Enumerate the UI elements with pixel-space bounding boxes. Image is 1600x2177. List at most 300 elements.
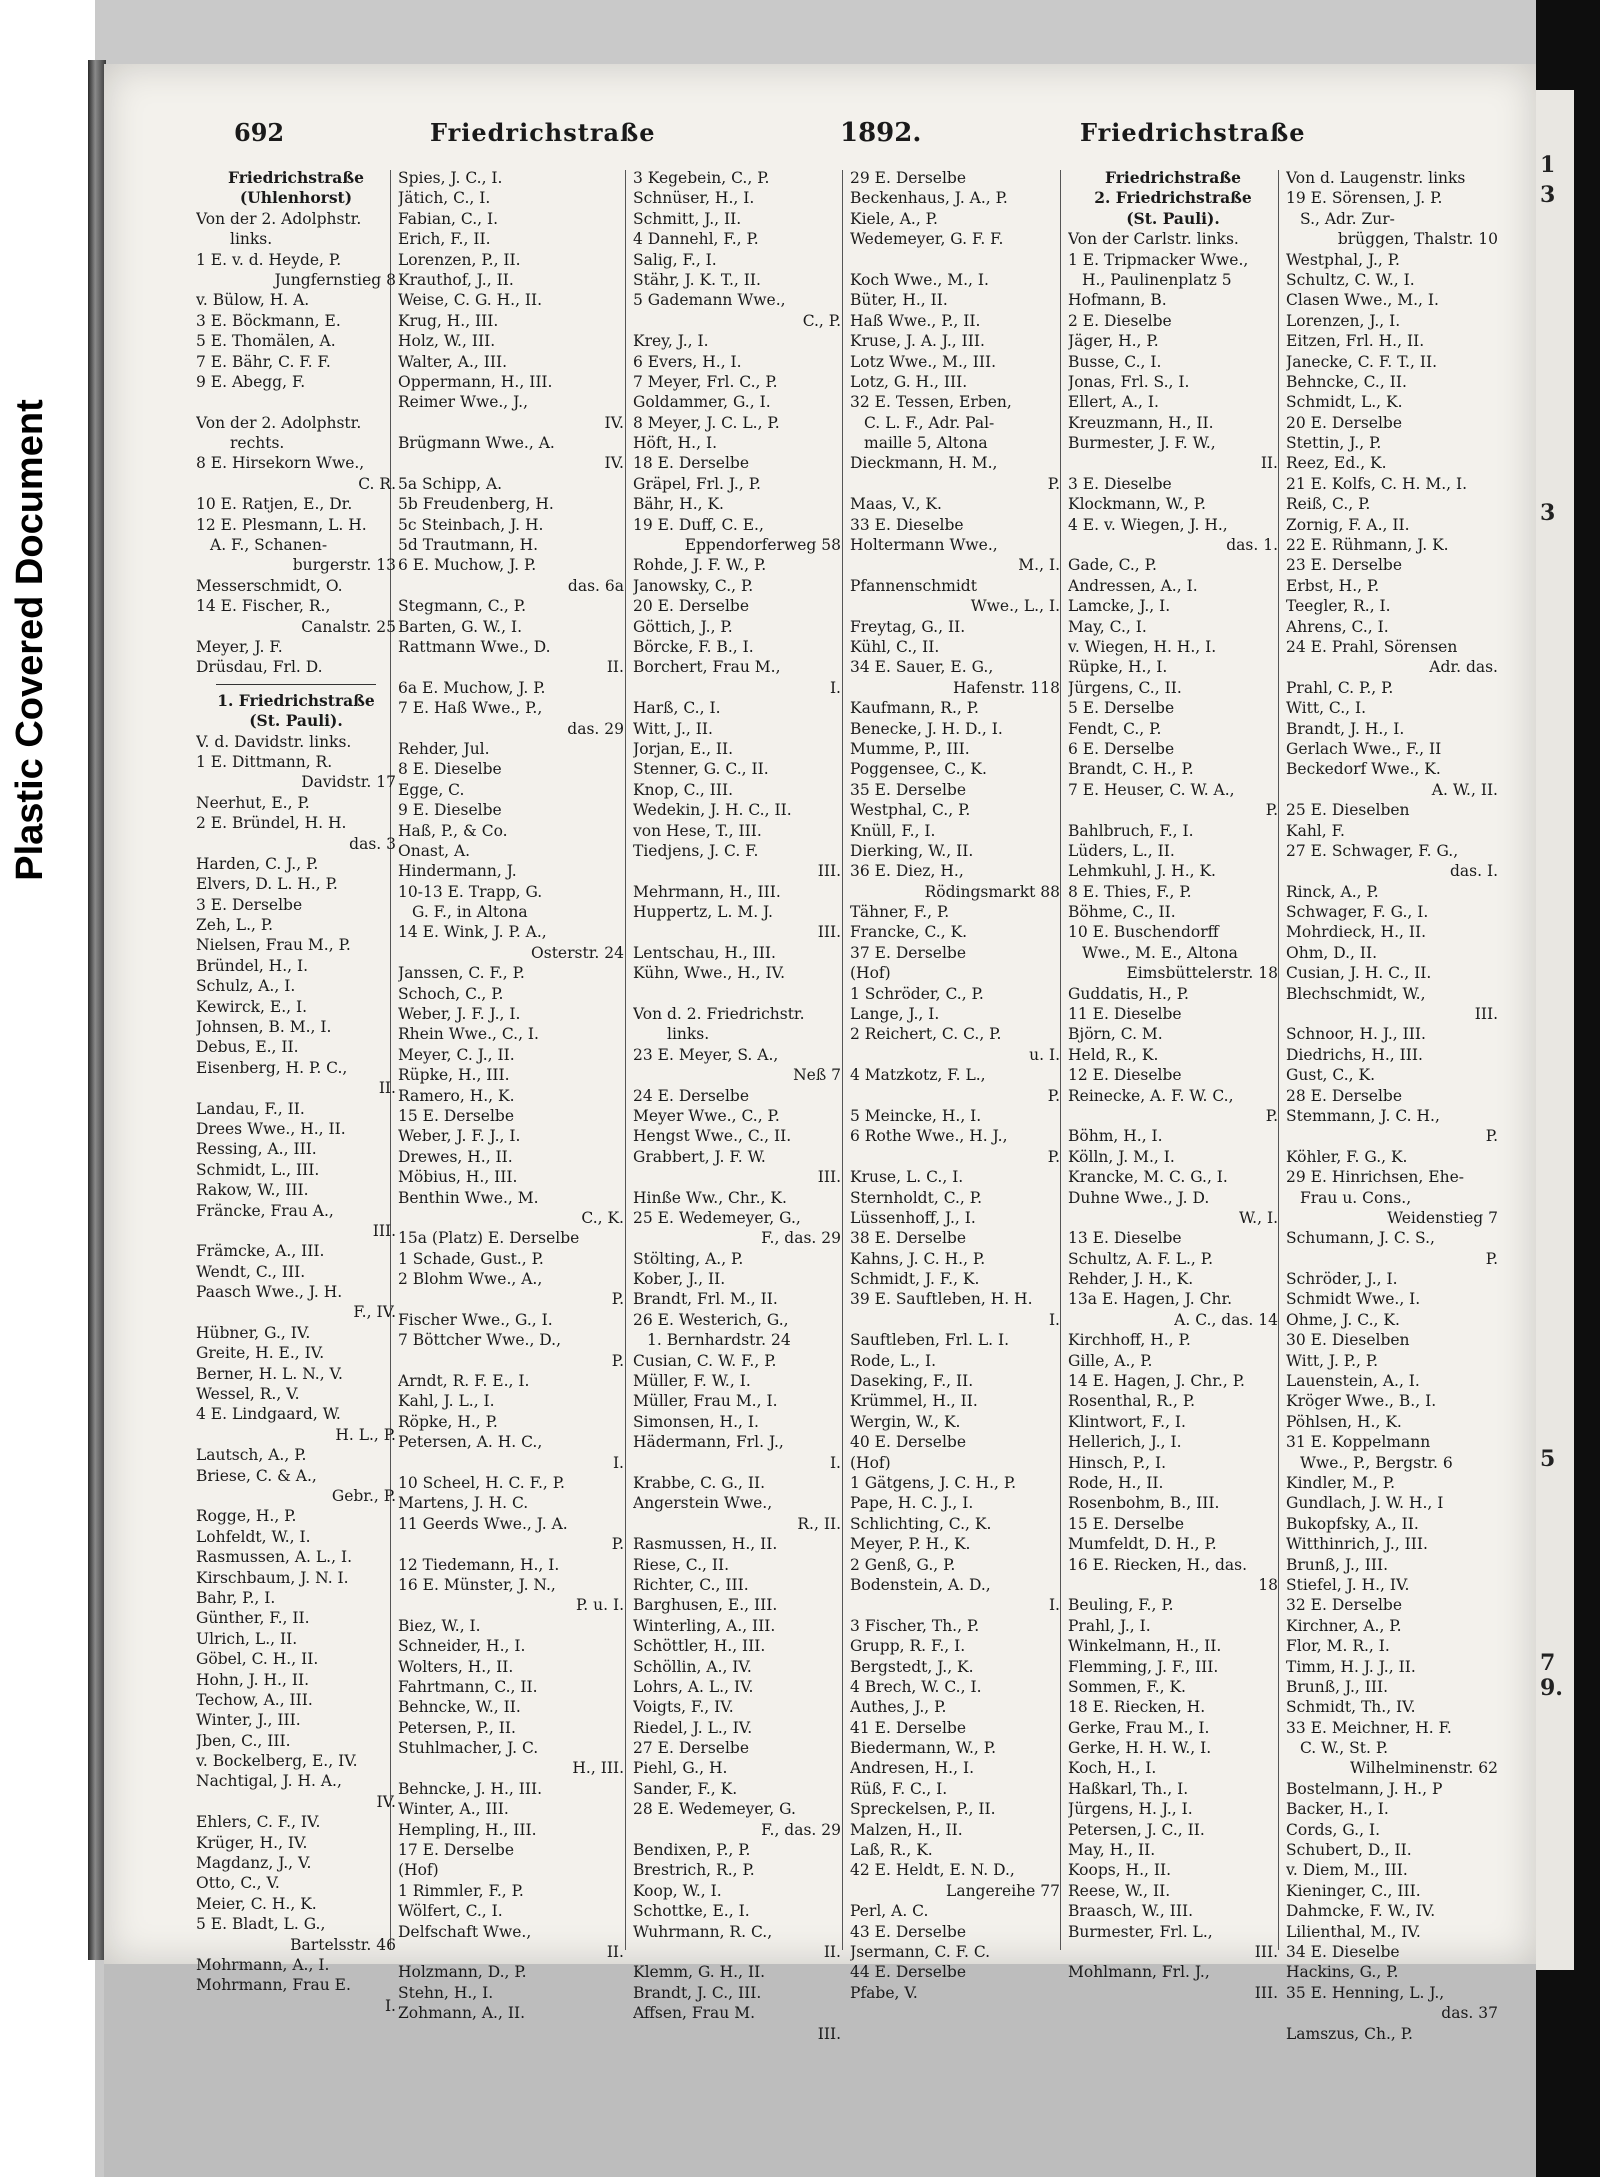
directory-entry: Guddatis, H., P. bbox=[1068, 984, 1189, 1003]
directory-entry: Reimer Wwe., J., bbox=[398, 393, 529, 412]
directory-entry: Benecke, J. H. D., I. bbox=[850, 719, 1003, 738]
directory-entry: Barghusen, E., III. bbox=[633, 1596, 778, 1615]
directory-entry: I. bbox=[384, 1996, 396, 2015]
directory-entry: Sauftleben, Frl. L. I. bbox=[850, 1331, 1010, 1350]
directory-entry: Schultz, C. W., I. bbox=[1286, 270, 1415, 289]
directory-entry: Davidstr. 17 bbox=[301, 773, 396, 792]
directory-entry: Weber, J. F. J., I. bbox=[398, 1127, 521, 1146]
directory-entry: Westphal, C., P. bbox=[850, 801, 971, 820]
directory-entry: H., III. bbox=[572, 1759, 624, 1778]
directory-entry: 3 E. Derselbe bbox=[196, 895, 303, 914]
directory-entry: 2 Reichert, C. C., P. bbox=[850, 1025, 1002, 1044]
directory-entry: Beckedorf Wwe., K. bbox=[1286, 760, 1441, 779]
directory-entry: Zornig, F. A., II. bbox=[1286, 515, 1410, 534]
directory-entry: Von der 2. Adolphstr. bbox=[196, 413, 362, 432]
directory-entry: 41 E. Derselbe bbox=[850, 1718, 967, 1737]
directory-entry: Burmester, J. F. W., bbox=[1068, 434, 1216, 453]
directory-entry bbox=[196, 392, 396, 412]
directory-entry: Gebr., P. bbox=[331, 1487, 396, 1505]
directory-entry: Elvers, D. L. H., P. bbox=[196, 875, 338, 894]
directory-entry: Gundlach, J. W. H., I bbox=[1286, 1494, 1444, 1513]
directory-entry: 11 E. Dieselbe bbox=[1068, 1005, 1182, 1024]
directory-entry: Tähner, F., P. bbox=[850, 903, 950, 922]
directory-entry: 44 E. Derselbe bbox=[850, 1963, 967, 1982]
directory-entry: 4 Matzkotz, F. L., bbox=[850, 1066, 986, 1085]
column-rule bbox=[1278, 170, 1279, 1950]
edge-char: 5 bbox=[1540, 1446, 1556, 1472]
directory-entry: Stähr, J. K. T., II. bbox=[633, 270, 761, 289]
directory-entry: 6 E. Muchow, J. P. bbox=[398, 556, 537, 575]
directory-entry: May, C., I. bbox=[1068, 617, 1147, 636]
directory-entry: P. bbox=[1265, 1106, 1278, 1125]
directory-entry: Backer, H., I. bbox=[1286, 1800, 1389, 1819]
directory-entry: F., das. 29 bbox=[761, 1820, 841, 1839]
directory-entry: Huppertz, L. M. J. bbox=[633, 903, 773, 922]
directory-entry: Biedermann, W., P. bbox=[850, 1739, 997, 1758]
directory-entry: Borchert, Frau M., bbox=[633, 658, 781, 677]
directory-entry: Lilienthal, M., IV. bbox=[1286, 1922, 1421, 1941]
directory-entry: 29 E. Hinrichsen, Ehe- bbox=[1286, 1168, 1464, 1187]
edge-char: 7 bbox=[1540, 1650, 1556, 1676]
directory-entry: Schulz, A., I. bbox=[196, 977, 296, 996]
directory-entry: I. bbox=[829, 1453, 841, 1472]
directory-entry: I. bbox=[1048, 1596, 1060, 1615]
directory-entry: Busse, C., I. bbox=[1068, 352, 1162, 371]
directory-entry: Wendt, C., III. bbox=[196, 1262, 306, 1281]
directory-entry: Mumfeldt, D. H., P. bbox=[1068, 1535, 1217, 1554]
directory-entry: Rödingsmarkt 88 bbox=[924, 882, 1060, 901]
directory-entry: 18 bbox=[1258, 1575, 1278, 1594]
directory-entry: 5 Meincke, H., I. bbox=[850, 1106, 982, 1125]
directory-entry: 5c Steinbach, J. H. bbox=[398, 515, 544, 534]
directory-entry: Wwe., L., I. bbox=[970, 597, 1060, 616]
directory-entry: 7 E. Bähr, C. F. F. bbox=[196, 352, 331, 371]
directory-entry: IV. bbox=[604, 413, 624, 432]
directory-entry: Bodenstein, A. D., bbox=[850, 1575, 991, 1594]
directory-entry: Rosenthal, R., P. bbox=[1068, 1392, 1196, 1411]
directory-entry: Meyer, J. F. bbox=[196, 637, 283, 656]
directory-entry: 8 E. Dieselbe bbox=[398, 760, 502, 779]
directory-entry: P. bbox=[1047, 474, 1060, 493]
directory-entry: Techow, A., III. bbox=[196, 1690, 313, 1709]
directory-entry: Bahr, P., I. bbox=[196, 1588, 276, 1607]
directory-entry: Angerstein Wwe., bbox=[633, 1494, 773, 1513]
directory-entry: Daseking, F., II. bbox=[850, 1372, 974, 1391]
directory-entry: Meyer Wwe., C., P. bbox=[633, 1106, 780, 1125]
directory-entry: Reinecke, A. F. W. C., bbox=[1068, 1086, 1234, 1105]
directory-entry: Paasch Wwe., J. H. bbox=[196, 1283, 343, 1302]
directory-entry: Kirchhoff, H., P. bbox=[1068, 1331, 1191, 1350]
directory-entry: Rosenbohm, B., III. bbox=[1068, 1494, 1220, 1513]
directory-entry: Gerke, H. H. W., I. bbox=[1068, 1739, 1212, 1758]
directory-entry: Nachtigal, J. H. A., bbox=[196, 1772, 342, 1791]
directory-entry: May, H., II. bbox=[1068, 1841, 1156, 1860]
directory-entry: Von der 2. Adolphstr. bbox=[196, 209, 362, 228]
directory-entry: Stegmann, C., P. bbox=[398, 597, 527, 616]
directory-entry: Beckenhaus, J. A., P. bbox=[850, 189, 1008, 208]
directory-entry: Johnsen, B. M., I. bbox=[196, 1018, 332, 1037]
directory-entry: 7 E. Heuser, C. W. A., bbox=[1068, 780, 1235, 799]
directory-entry: 18 E. Derselbe bbox=[633, 454, 750, 473]
directory-entry: Haßkarl, Th., I. bbox=[1068, 1779, 1189, 1798]
directory-entry: 23 E. Meyer, S. A., bbox=[633, 1045, 779, 1064]
directory-entry: 19 E. Sörensen, J. P. bbox=[1286, 189, 1443, 208]
directory-entry: Brandt, J. H., I. bbox=[1286, 719, 1405, 738]
directory-entry: Hinße Ww., Chr., K. bbox=[633, 1188, 787, 1207]
directory-entry: Weidenstieg 7 bbox=[1387, 1208, 1498, 1227]
directory-entry: Maas, V., K. bbox=[850, 495, 942, 514]
directory-entry: links. bbox=[230, 230, 273, 249]
column-rule bbox=[1060, 170, 1061, 1950]
directory-entry: Eppendorferweg 58 bbox=[684, 536, 841, 555]
directory-entry: Eitzen, Frl. H., II. bbox=[1286, 332, 1425, 351]
directory-entry: von Hese, T., III. bbox=[633, 821, 762, 840]
directory-entry: Stölting, A., P. bbox=[633, 1249, 744, 1268]
directory-entry: Messerschmidt, O. bbox=[196, 576, 343, 595]
directory-entry: 20 E. Derselbe bbox=[1286, 413, 1403, 432]
directory-entry: Koch Wwe., M., I. bbox=[850, 270, 989, 289]
directory-entry: 35 E. Henning, L. J., bbox=[1286, 1983, 1445, 2002]
directory-entry: 8 E. Thies, F., P. bbox=[1068, 882, 1192, 901]
running-head-left: Friedrichstraße bbox=[430, 118, 656, 147]
directory-entry: Martens, J. H. C. bbox=[398, 1494, 529, 1513]
section-divider bbox=[216, 678, 376, 685]
directory-entry: 21 E. Kolfs, C. H. M., I. bbox=[1286, 474, 1468, 493]
directory-entry: 19 E. Duff, C. E., bbox=[633, 515, 764, 534]
directory-entry: 12 E. Plesmann, L. H. bbox=[196, 515, 367, 534]
directory-entry: 5a Schipp, A. bbox=[398, 474, 503, 493]
directory-entry: Wilhelminenstr. 62 bbox=[1350, 1759, 1498, 1778]
directory-entry: Oppermann, H., III. bbox=[398, 372, 553, 391]
directory-entry: Eimsbüttelerstr. 18 bbox=[1126, 964, 1278, 983]
directory-entry: Meier, C. H., K. bbox=[196, 1894, 317, 1913]
directory-entry: Richter, C., III. bbox=[633, 1575, 749, 1594]
directory-entry: 1 Schade, Gust., P. bbox=[398, 1249, 544, 1268]
directory-entry: Bähr, H., K. bbox=[633, 495, 724, 514]
directory-entry: 33 E. Dieselbe bbox=[850, 515, 964, 534]
directory-entry: Müller, F. W., I. bbox=[633, 1372, 751, 1391]
directory-entry: 5 E. Derselbe bbox=[1068, 699, 1175, 718]
directory-entry: 2 E. Dieselbe bbox=[1068, 311, 1172, 330]
directory-entry: Timm, H. J. J., II. bbox=[1286, 1657, 1416, 1676]
directory-entry: I. bbox=[1048, 1310, 1060, 1329]
directory-entry: 14 E. Fischer, R., bbox=[196, 597, 331, 616]
directory-entry: Krabbe, C. G., II. bbox=[633, 1474, 766, 1492]
directory-entry: Ahrens, C., I. bbox=[1286, 617, 1389, 636]
directory-entry: Reiß, C., P. bbox=[1286, 495, 1371, 514]
directory-entry: Westphal, J., P. bbox=[1286, 250, 1400, 269]
directory-entry: 37 E. Derselbe bbox=[850, 943, 967, 962]
directory-entry: 35 E. Derselbe bbox=[850, 780, 967, 799]
directory-entry: F., IV. bbox=[353, 1303, 396, 1322]
directory-entry: Lamszus, Ch., P. bbox=[1286, 2024, 1413, 2043]
directory-entry: 1 E. Tripmacker Wwe., bbox=[1068, 250, 1249, 269]
directory-entry: Von d. 2. Friedrichstr. bbox=[633, 1005, 805, 1024]
directory-entry: 1 Schröder, C., P. bbox=[850, 984, 984, 1003]
directory-entry: Wölfert, C., I. bbox=[398, 1902, 503, 1921]
directory-entry: Hädermann, Frl. J., bbox=[633, 1433, 784, 1452]
directory-entry: Wwe., M. E., Altona bbox=[1082, 943, 1238, 962]
directory-entry: Osterstr. 24 bbox=[531, 943, 624, 962]
directory-entry: Canalstr. 25 bbox=[301, 617, 396, 636]
directory-entry: Janssen, C. F., P. bbox=[398, 964, 525, 983]
directory-entry: Held, R., K. bbox=[1068, 1045, 1159, 1064]
directory-entry: H., Paulinenplatz 5 bbox=[1082, 270, 1232, 289]
directory-entry: Hafenstr. 118 bbox=[953, 678, 1060, 697]
directory-entry: 3 E. Dieselbe bbox=[1068, 474, 1172, 493]
directory-entry: 11 Geerds Wwe., J. A. bbox=[398, 1514, 568, 1533]
directory-entry: Börcke, F. B., I. bbox=[633, 637, 754, 656]
directory-entry: 30 E. Dieselben bbox=[1286, 1331, 1410, 1350]
directory-entry: 27 E. Derselbe bbox=[633, 1739, 750, 1758]
directory-entry: Salig, F., I. bbox=[633, 250, 717, 269]
directory-entry: 1. Bernhardstr. 24 bbox=[647, 1331, 791, 1350]
directory-entry: Fischer Wwe., G., I. bbox=[398, 1310, 553, 1329]
directory-entry: Ohm, D., II. bbox=[1286, 943, 1378, 962]
directory-entry: P. bbox=[611, 1535, 624, 1554]
directory-entry: 29 E. Derselbe bbox=[850, 169, 967, 187]
directory-entry: Krug, H., III. bbox=[398, 311, 499, 330]
directory-entry: Piehl, G., H. bbox=[633, 1759, 728, 1778]
directory-entry: 1 Gätgens, J. C. H., P. bbox=[850, 1474, 1017, 1492]
directory-entry: C. R. bbox=[358, 474, 396, 493]
directory-entry: 6 Evers, H., I. bbox=[633, 352, 742, 371]
directory-entry: Bergstedt, J., K. bbox=[850, 1657, 974, 1676]
edge-char: 3 bbox=[1540, 500, 1556, 526]
directory-entry: Brandt, Frl. M., II. bbox=[633, 1290, 778, 1309]
directory-entry: Brügmann Wwe., A. bbox=[398, 434, 555, 453]
directory-entry: Lohfeldt, W., I. bbox=[196, 1527, 311, 1546]
directory-entry: Weise, C. G. H., II. bbox=[398, 291, 543, 310]
directory-entry: Hohn, J. H., II. bbox=[196, 1670, 310, 1689]
directory-entry: Andressen, A., I. bbox=[1068, 576, 1198, 595]
directory-entry: Schneider, H., I. bbox=[398, 1637, 526, 1656]
directory-entry: Krüger, H., IV. bbox=[196, 1833, 308, 1852]
directory-entry: Winterling, A., III. bbox=[633, 1616, 776, 1635]
directory-entry: Witt, J. P., P. bbox=[1286, 1351, 1379, 1370]
directory-entry: Jürgens, C., II. bbox=[1068, 678, 1182, 697]
directory-entry: Witt, J., II. bbox=[633, 719, 713, 738]
directory-entry: Simonsen, H., I. bbox=[633, 1412, 759, 1431]
directory-entry: Haß, P., & Co. bbox=[398, 821, 508, 840]
directory-column bbox=[1068, 168, 1278, 2003]
directory-entry: 7 Meyer, Frl. C., P. bbox=[633, 372, 778, 391]
directory-entry: Freytag, G., II. bbox=[850, 617, 966, 636]
directory-entry: 28 E. Wedemeyer, G. bbox=[633, 1800, 796, 1819]
directory-entry: 31 E. Koppelmann bbox=[1286, 1433, 1431, 1452]
directory-entry: Ehlers, C. F., IV. bbox=[196, 1813, 321, 1832]
directory-entry: Schoch, C., P. bbox=[398, 984, 504, 1003]
directory-entry: 38 E. Derselbe bbox=[850, 1229, 967, 1248]
directory-entry: P. bbox=[611, 1290, 624, 1309]
directory-entry: Petersen, P., II. bbox=[398, 1718, 516, 1737]
directory-entry: Wedekin, J. H. C., II. bbox=[633, 801, 792, 820]
directory-entry: 10 E. Ratjen, E., Dr. bbox=[196, 495, 353, 514]
directory-entry: Lorenzen, J., I. bbox=[1286, 311, 1401, 330]
directory-entry: Bartelsstr. 46 bbox=[290, 1935, 396, 1954]
directory-entry: Bukopfsky, A., II. bbox=[1286, 1514, 1419, 1533]
directory-entry: Mohlmann, Frl. J., bbox=[1068, 1963, 1210, 1982]
directory-entry: 9 E. Abegg, F. bbox=[196, 372, 306, 391]
directory-entry: Holzmann, D., P. bbox=[398, 1963, 527, 1982]
directory-entry: Mohrdieck, H., II. bbox=[1286, 923, 1427, 942]
directory-entry: Fahrtmann, C., II. bbox=[398, 1677, 538, 1696]
directory-entry: G. F., in Altona bbox=[412, 903, 528, 922]
directory-entry: Holtermann Wwe., bbox=[850, 536, 998, 555]
directory-entry: Affsen, Frau M. bbox=[633, 2004, 756, 2023]
directory-entry: Fendt, C., P. bbox=[1068, 719, 1162, 738]
directory-entry: Hengst Wwe., C., II. bbox=[633, 1127, 792, 1146]
directory-entry: 2 E. Bründel, H. H. bbox=[196, 814, 347, 833]
directory-entry: Kreuzmann, H., II. bbox=[1068, 413, 1214, 432]
directory-entry: Kahl, J. L., I. bbox=[398, 1392, 495, 1411]
directory-entry: V. d. Davidstr. links. bbox=[196, 732, 352, 751]
street-heading: Friedrichstraße bbox=[228, 168, 364, 187]
directory-entry: Kruse, J. A. J., III. bbox=[850, 332, 985, 351]
directory-entry: II. bbox=[1260, 454, 1278, 473]
directory-entry: IV. bbox=[604, 454, 624, 473]
directory-entry: 1 E. Dittmann, R. bbox=[196, 752, 333, 771]
directory-entry: das. 37 bbox=[1441, 2004, 1498, 2023]
directory-entry: Cusian, C. W. F., P. bbox=[633, 1351, 777, 1370]
directory-column bbox=[196, 168, 396, 2016]
directory-entry: Rode, H., II. bbox=[1068, 1474, 1164, 1492]
directory-entry: das. 29 bbox=[567, 719, 624, 738]
directory-entry: III. bbox=[817, 923, 841, 942]
directory-entry: Klemm, G. H., II. bbox=[633, 1963, 766, 1982]
directory-entry: 5 E. Thomälen, A. bbox=[196, 332, 336, 351]
directory-entry: Böhme, C., II. bbox=[1068, 903, 1176, 922]
directory-entry: Schmitt, J., II. bbox=[633, 209, 742, 228]
directory-entry: Goldammer, G., I. bbox=[633, 393, 771, 412]
directory-entry: H. L., P. bbox=[335, 1425, 396, 1444]
directory-entry: Brunß, J., III. bbox=[1286, 1555, 1389, 1574]
directory-entry: 24 E. Prahl, Sörensen bbox=[1286, 637, 1458, 656]
directory-entry: 15a (Platz) E. Derselbe bbox=[398, 1229, 580, 1248]
directory-entry bbox=[850, 250, 1060, 270]
directory-entry: Winter, A., III. bbox=[398, 1800, 509, 1819]
directory-entry: Wedemeyer, G. F. F. bbox=[850, 230, 1004, 249]
directory-entry: 6 Rothe Wwe., H. J., bbox=[850, 1127, 1008, 1146]
directory-entry: 10-13 E. Trapp, G. bbox=[398, 882, 543, 901]
directory-entry: Tiedjens, J. C. F. bbox=[633, 841, 759, 860]
directory-entry: Jätich, C., I. bbox=[398, 189, 491, 208]
directory-entry: 34 E. Dieselbe bbox=[1286, 1942, 1400, 1961]
directory-entry: Arndt, R. F. E., I. bbox=[398, 1372, 530, 1391]
directory-entry: 32 E. Derselbe bbox=[1286, 1596, 1403, 1615]
directory-entry: Lentschau, H., III. bbox=[633, 943, 776, 962]
directory-entry: Pfannenschmidt bbox=[850, 576, 977, 595]
directory-entry: C. L. F., Adr. Pal- bbox=[864, 413, 995, 432]
directory-entry: 23 E. Derselbe bbox=[1286, 556, 1403, 575]
directory-entry: Höft, H., I. bbox=[633, 434, 718, 453]
directory-entry: Bründel, H., I. bbox=[196, 956, 309, 975]
directory-entry: Prahl, C. P., P. bbox=[1286, 678, 1394, 697]
directory-entry: Malzen, H., II. bbox=[850, 1820, 963, 1839]
directory-entry: 20 E. Derselbe bbox=[633, 597, 750, 616]
directory-entry: II. bbox=[823, 1942, 841, 1961]
street-heading: Friedrichstraße bbox=[1105, 168, 1241, 187]
directory-entry: Stenner, G. C., II. bbox=[633, 760, 769, 779]
directory-entry: Hinsch, P., I. bbox=[1068, 1453, 1167, 1472]
directory-entry: Lauenstein, A., I. bbox=[1286, 1372, 1420, 1391]
directory-entry: Brestrich, R., P. bbox=[633, 1861, 755, 1880]
directory-entry: Duhne Wwe., J. D. bbox=[1068, 1188, 1210, 1207]
directory-entry: Brunß, J., III. bbox=[1286, 1677, 1389, 1696]
directory-entry: Klockmann, W., P. bbox=[1068, 495, 1206, 514]
directory-entry: Janecke, C. F. T., II. bbox=[1286, 352, 1438, 371]
directory-entry: Lüders, L., II. bbox=[1068, 841, 1175, 860]
page-header bbox=[130, 118, 1510, 168]
directory-entry: Röpke, H., P. bbox=[398, 1412, 498, 1431]
directory-entry: Jonas, Frl. S., I. bbox=[1068, 372, 1190, 391]
directory-entry: III. bbox=[817, 1168, 841, 1187]
directory-entry: Rinck, A., P. bbox=[1286, 882, 1379, 901]
directory-entry: III. bbox=[1254, 1983, 1278, 2002]
directory-entry: Rakow, W., III. bbox=[196, 1181, 309, 1200]
directory-entry: I. bbox=[612, 1453, 624, 1472]
directory-entry: Kühl, C., II. bbox=[850, 637, 940, 656]
directory-entry: 9 E. Dieselbe bbox=[398, 801, 502, 820]
directory-entry: Briese, C. & A., bbox=[196, 1466, 317, 1485]
directory-entry: Zeh, L., P. bbox=[196, 916, 274, 935]
directory-entry: Göbel, C. H., II. bbox=[196, 1650, 319, 1669]
directory-entry: Braasch, W., III. bbox=[1068, 1902, 1194, 1921]
directory-entry: C. W., St. P. bbox=[1300, 1739, 1389, 1758]
directory-entry: Rehder, J. H., K. bbox=[1068, 1270, 1194, 1289]
directory-entry: Lotz, G. H., III. bbox=[850, 372, 968, 391]
directory-entry: Eisenberg, H. P. C., bbox=[196, 1058, 348, 1077]
directory-entry: Rüpke, H., I. bbox=[1068, 658, 1168, 677]
directory-entry: Knüll, F., I. bbox=[850, 821, 936, 840]
directory-entry: Kewirck, E., I. bbox=[196, 997, 308, 1016]
directory-entry: Schwager, F. G., I. bbox=[1286, 903, 1429, 922]
directory-entry: Jorjan, E., II. bbox=[633, 739, 734, 758]
directory-entry: Schumann, J. C. S., bbox=[1286, 1229, 1435, 1248]
edge-char: 9. bbox=[1540, 1675, 1563, 1701]
directory-column bbox=[633, 168, 841, 2044]
directory-entry: P. bbox=[611, 1351, 624, 1370]
directory-entry: Dieckmann, H. M., bbox=[850, 454, 998, 473]
directory-entry: Böhm, H., I. bbox=[1068, 1127, 1163, 1146]
directory-entry: Schöllin, A., IV. bbox=[633, 1657, 752, 1676]
directory-entry: C., K. bbox=[581, 1208, 624, 1227]
directory-entry: Erbst, H., P. bbox=[1286, 576, 1380, 595]
directory-entry: Flemming, J. F., III. bbox=[1068, 1657, 1219, 1676]
street-heading: (St. Pauli). bbox=[249, 711, 343, 731]
directory-entry: Bendixen, P., P. bbox=[633, 1841, 751, 1860]
directory-entry: M., I. bbox=[1018, 556, 1060, 575]
directory-entry: 18 E. Riecken, H. bbox=[1068, 1698, 1206, 1717]
directory-entry: Lüssenhoff, J., I. bbox=[850, 1208, 976, 1227]
directory-entry: Lotz Wwe., M., III. bbox=[850, 352, 997, 371]
directory-entry: rechts. bbox=[230, 434, 285, 453]
directory-entry: Meyer, P. H., K. bbox=[850, 1535, 971, 1554]
directory-entry: Witthinrich, J., III. bbox=[1286, 1535, 1428, 1554]
directory-entry: 17 E. Derselbe bbox=[398, 1841, 515, 1860]
directory-entry: Dierking, W., II. bbox=[850, 841, 974, 860]
directory-entry: Greite, H. E., IV. bbox=[196, 1344, 325, 1363]
directory-entry: Harden, C. J., P. bbox=[196, 854, 319, 873]
directory-entry: Büter, H., II. bbox=[850, 291, 948, 310]
directory-entry: links. bbox=[667, 1025, 710, 1044]
directory-entry: Debus, E., II. bbox=[196, 1038, 299, 1057]
directory-entry: Rohde, J. F. W., P. bbox=[633, 556, 767, 575]
directory-entry: Rogge, H., P. bbox=[196, 1507, 297, 1526]
street-heading: (Uhlenhorst) bbox=[239, 188, 353, 208]
directory-entry: 7 Böttcher Wwe., D., bbox=[398, 1331, 562, 1350]
directory-entry: Frau u. Cons., bbox=[1300, 1188, 1412, 1207]
